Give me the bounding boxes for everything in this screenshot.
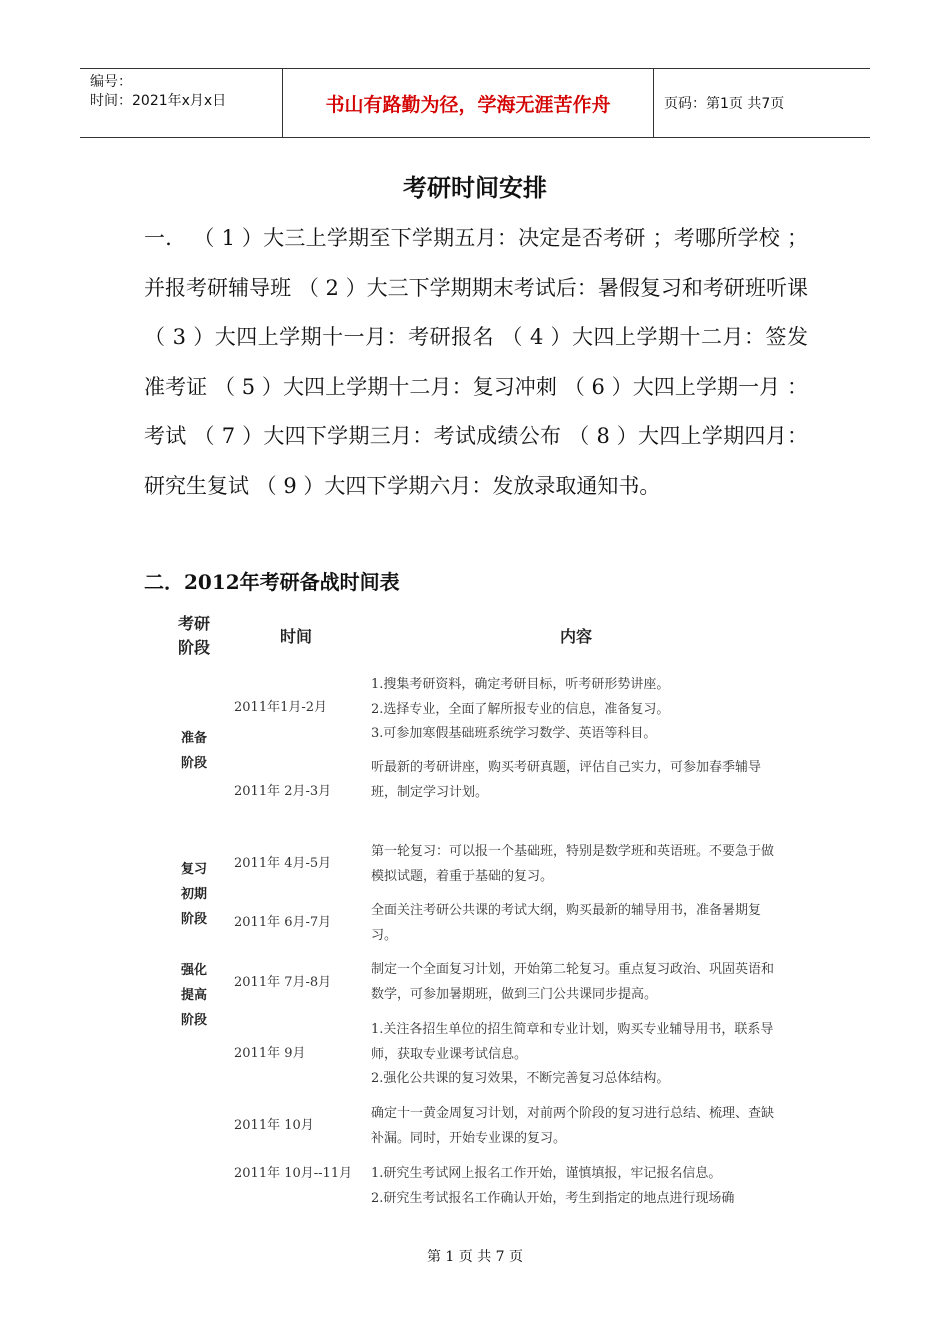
header-motto: 书山有路勤为径，学海无涯苦作舟	[282, 69, 654, 137]
content-line: 1.关注各招生单位的招生简章和专业计划，购买专业辅导用书，联系导师，获取专业课考试信息。	[371, 1022, 774, 1062]
row-time: 2011年 10月	[234, 1118, 314, 1133]
row-time: 2011年 6月-7月	[234, 915, 332, 930]
row-content	[371, 958, 781, 1007]
section2-heading: 二．2012年考研备战时间表	[144, 570, 400, 594]
row-content	[371, 840, 781, 889]
row-time: 2011年1月-2月	[234, 700, 328, 715]
header-page-label: 页码：第1页 共7页	[664, 96, 785, 112]
header-stage: 考研 阶段	[177, 614, 210, 657]
page-footer: 第 1 页 共 7 页	[426, 1249, 524, 1265]
page-header	[80, 68, 870, 138]
row-time: 2011年 2月-3月	[234, 784, 332, 799]
header-content: 内容	[559, 627, 592, 646]
header-time: 时间	[279, 627, 312, 646]
row-content	[371, 673, 781, 747]
stage-prepare: 准备 阶段	[180, 731, 207, 771]
row-time: 2011年 10月--11月	[234, 1166, 353, 1181]
content-line: 2.强化公共课的复习效果，不断完善复习总体结构。	[371, 1071, 670, 1086]
content-line: 全面关注考研公共课的考试大纲，购买最新的辅导用书，准备暑期复习。	[371, 903, 762, 943]
row-time: 2011年 7月-8月	[234, 975, 332, 990]
row-content	[371, 1018, 781, 1092]
stage-strengthen: 强化 提高 阶段	[180, 963, 207, 1028]
number-label: 编号：	[90, 74, 132, 90]
content-line: 2.选择专业，全面了解所报专业的信息，准备复习。	[371, 701, 670, 717]
content-line: 制定一个全面复习计划，开始第二轮复习。重点复习政治、巩固英语和数学，可参加暑期班，做到三门公共课同步提高。	[371, 962, 775, 1002]
row-time: 2011年 9月	[234, 1046, 306, 1061]
content-line: 1.研究生考试网上报名工作开始，谨慎填报，牢记报名信息。	[371, 1166, 722, 1181]
row-content	[371, 756, 781, 805]
content-line: 3.可参加寒假基础班系统学习数学、英语等科目。	[371, 726, 657, 741]
content-line: 确定十一黄金周复习计划，对前两个阶段的复习进行总结、梳理、查缺补漏。同时，开始专业课的复习。	[371, 1106, 775, 1146]
row-content	[371, 899, 781, 948]
content-line: 第一轮复习：可以报一个基础班，特别是数学班和英语班。不要急于做模拟试题，着重于基础的复习。	[371, 844, 775, 884]
content-line: 2.研究生考试报名工作确认开始，考生到指定的地点进行现场确	[371, 1190, 735, 1206]
document-title: 考研时间安排	[403, 174, 547, 202]
time-label: 时间：2021年x月x日	[90, 93, 227, 109]
row-content	[371, 1162, 781, 1211]
content-line: 听最新的考研讲座，购买考研真题，评估自己实力，可参加春季辅导班，制定学习计划。	[371, 760, 762, 800]
content-line: 1.搜集考研资料，确定考研目标，听考研形势讲座。	[371, 677, 670, 692]
header-meta	[80, 69, 282, 137]
section1-paragraph: 一． （ 1 ）大三上学期至下学期五月：决定是否考研 ；考哪所学校 ；并报考研辅导班 （ 2 ）大三下学期期末考试后：暑假复习和考研班听课 （ 3 ）大四上学期十一月：考研报名 （ 4 ）大四上学期十二月：签发准考证 （ 5 ）大四上学期十二月：复习冲刺 （ 6 ）大四上学期一月 ：考试 （ 7 ）大四下学期三月：考试成绩公布 （ 8 ）大四上学期四月：研究生复试 （ 9 ）大四下学期六月：发放录取通知书。	[144, 226, 808, 498]
stage-review-initial: 复习 初期 阶段	[180, 862, 207, 927]
row-content	[371, 1102, 781, 1151]
row-time: 2011年 4月-5月	[234, 856, 332, 871]
